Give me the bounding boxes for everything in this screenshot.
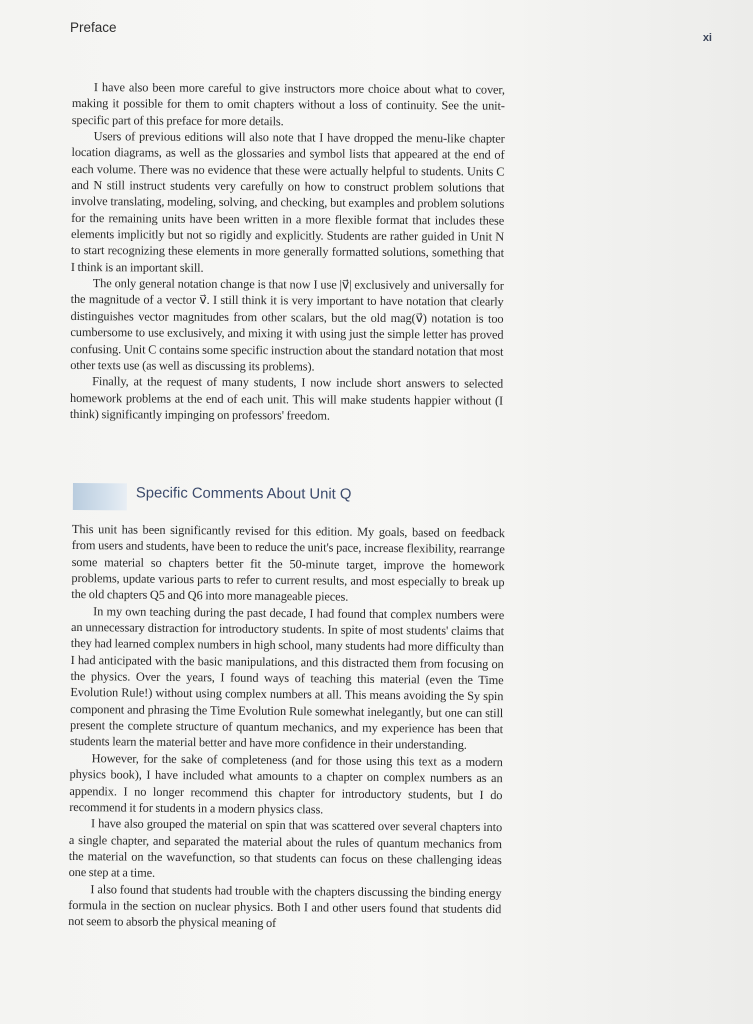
paragraph: I have also been more careful to give instructors more choice about what to cover, making it possible for them to omit chapters without a loss of continuity. See the unit-specific part of this preface for more details. xyxy=(71,80,505,128)
section-heading-title: Specific Comments About Unit Q xyxy=(135,485,352,503)
page-number: xi xyxy=(702,32,712,44)
paragraph: The only general notation change is that now I use |v⃗| exclusively and universally for the magnitude of a vector v⃗. I still think it is very important to have notation that clearly distinguishes vector magnitudes from other scalars, but the old mag(v⃗) notation is too cumbersome to use exclusively, and mixing it with using just the simple letter has proved confusing. Unit C contains some specific instruction about the standard notation that most other texts use (as well as discussing its problems). xyxy=(70,276,504,374)
paragraph: Finally, at the request of many students, I now include short answers to selected homework problems at the end of each unit. This will make students happier without (I think) significantly impinging on professors' freedom. xyxy=(69,374,504,423)
section-heading xyxy=(73,481,513,514)
paragraph: I also found that students had trouble with the chapters discussing the binding energy formula in the section on nuclear physics. Both I and other users found that students did not seem to absorb the physical meaning of xyxy=(68,881,502,931)
paragraph: Users of previous editions will also note that I have dropped the menu-like chapter location diagrams, as well as the glossaries and symbol lists that appeared at the end of each volume. There was no evidence that these were actually helpful to students. Units C and N still instruct students very carefully on how to construct problem solutions that involve translating, modeling, solving, and checking, but examples and problem solutions for the remaining units have been written in a more flexible format that includes these elements implicitly but not so rigidly and explicitly. Students are rather guided in Unit N to start recognizing these elements in more generally formatted solutions, something that I think is an important skill. xyxy=(70,129,505,275)
unit-q-text-block xyxy=(68,521,505,934)
section-heading-bar xyxy=(73,483,127,510)
paragraph: I have also grouped the material on spin that was scattered over several chapters into a single chapter, and separated the material about the rules of quantum mechanics from the material on the wavefunction, so that students can focus on these challenging ideas one step at a time. xyxy=(68,816,503,881)
paragraph: This unit has been significantly revised for this edition. My goals, based on feedback from users and students, have been to reduce the unit's pace, increase flexibility, rearrange some material so chapters better fit the 50-minute target, improve the homework problems, update various parts to refer to current results, and most especially to break up the old chapters Q5 and Q6 into more manageable pieces. xyxy=(71,521,505,605)
paragraph: In my own teaching during the past decade, I had found that complex numbers were an unnecessary distraction for introductory students. In spite of most students' claims that they had learned complex numbers in high school, many students had more difficulty than I had anticipated with the basic manipulations, and this distracted them from focusing on the physics. Over the years, I found ways of teaching this material (even the Time Evolution Rule!) without using complex numbers at all. This means avoiding the Sy spin component and phrasing the Time Evolution Rule somewhat inelegantly, but one can still present the complete structure of quantum mechanics, and my experience has been that students learn the material better and have more confidence in their understanding. xyxy=(69,603,505,753)
paragraph: However, for the sake of completeness (and for those using this text as a modern physics book), I have included what amounts to a chapter on complex numbers as an appendix. I no longer recommend this chapter for introductory students, but I do recommend it for students in a modern physics class. xyxy=(69,751,503,817)
running-head: Preface xyxy=(70,20,117,35)
top-text-block xyxy=(70,79,505,425)
